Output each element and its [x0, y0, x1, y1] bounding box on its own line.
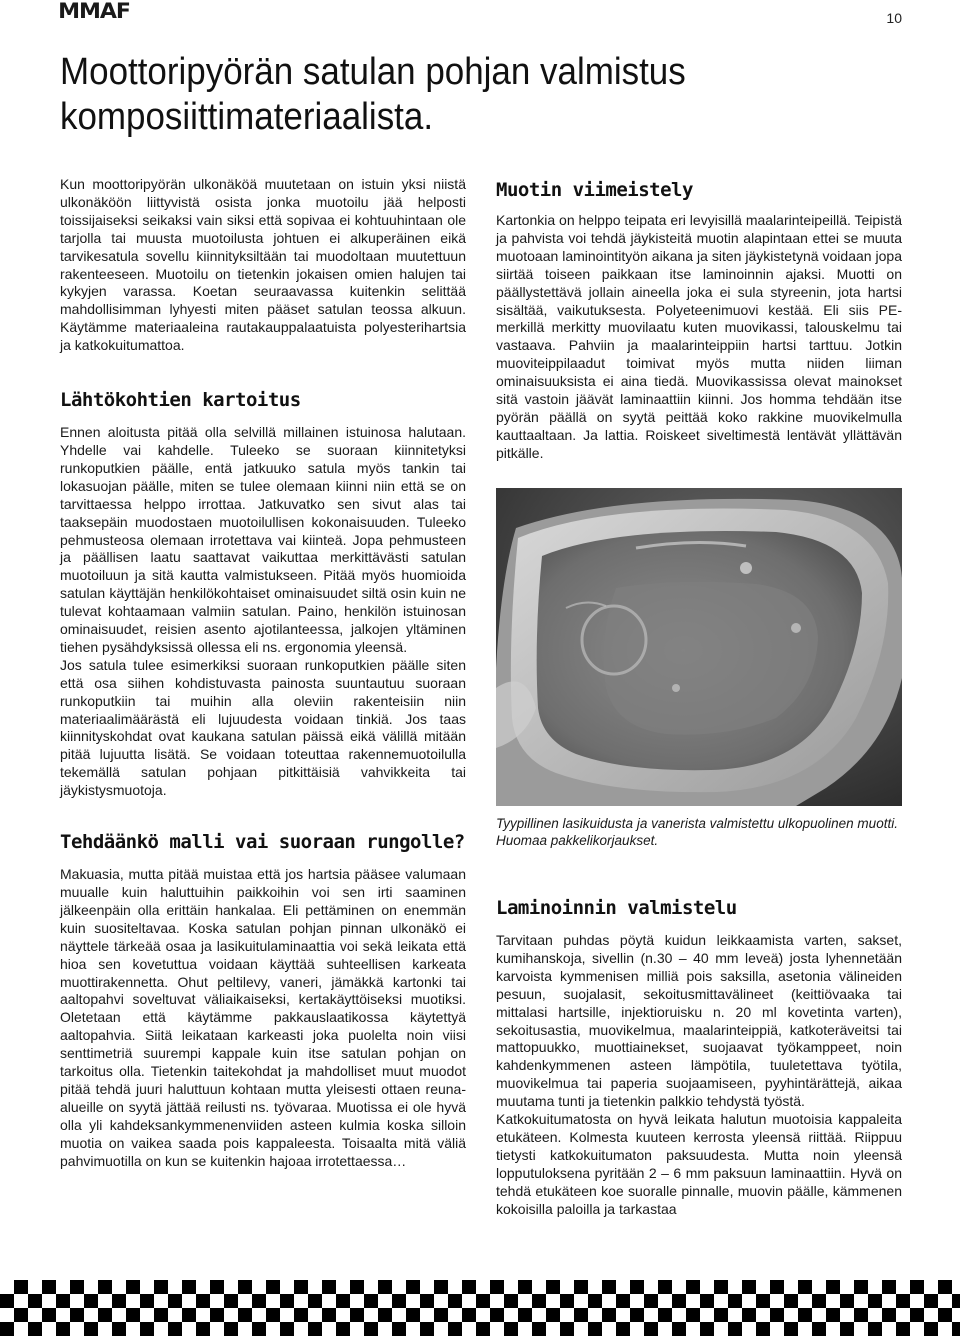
section1-paragraph: Ennen aloitusta pitää olla selvillä millainen istuinosa halutaan. Yhdelle vai kahdelle. Tuleeko se suoraan kiinnitetyksi runkoputkien päälle, entä jatkuuko satula myös tankin tai lokasuojan päälle, miten se tulee olemaan kiinni niin että se on tarvittaessa helppo irrottaa. Jatkuvatko sen sivut alas tai taaksepäin muodostaen muotoilullisen kokonaisuuden. Tuleeko pehmusteosa olemaan irrotettava vai kiinteä. Jopa pehmusteen ja päällisen laatu saattavat vaikuttaa merkittävästi satulan muotoiluun ja sitä kautta valmistukseen. Pitää myös huomioida satulan käyttäjän henkilökohtaiset ominaisuudet siltä osin kuin ne tulevat kohtaamaan valmiin satulan. Paino, henkilön istuinosan ominaisuudet, reisien asento ajotilanteessa, jalkojen yltäminen tiehen pysähdyksissä ollessa eli ns. ergonomia yleensä.: [60, 424, 466, 655]
mold-photo-image: [496, 488, 902, 806]
checkered-footer-band: [0, 1280, 960, 1336]
right-column-bottom: [496, 896, 902, 1219]
logo: MMAF: [58, 0, 130, 23]
section4-paragraph-2: Katkokuitumatosta on hyvä leikata halutun muotoisia kappaleita etukäteen. Kolmesta kuuteen kerrosta yleensä riittää. Riippuu tietysti katkokuitumaton paksuudesta. Mutta noin yleensä lopputuloksena pyritään 2 – 6 mm paksuun laminaattiin. Hyvä on tehdä etukäteen koe suoralle pinnalle, muovin päälle, kämmenen kokoisilla paloilla ja tarkastaa: [496, 1111, 902, 1217]
right-column-top: [496, 178, 902, 463]
left-column: [60, 176, 466, 1171]
section3-paragraph: Kartonkia on helppo teipata eri levyisillä maalarinteipeillä. Teipistä ja pahvista voi tehdä jäykisteitä muotin alapintaan ettei se muuta muotoaan laminointityön aikana ja siten jäykistetynä voidaan jopa siirtää toiseen paikkaan itse laminoinnin ajaksi. Muotti on päällystettävä jollain aineella joka ei sula styreenin, jota hartsi sisältää, vaikutuksesta. Polyeteenimuovi kestää. Eli siis PE-merkillä merkitty muovilaatu kuten muovikassi, talouskelmu tai vastaava. Pahviin ja maalarinteippiin hartsi tarttuu. Jotkin muoviteippilaadut toimivat myös mutta niiden liiman ominaisuuksista ei aina tiedä. Muovikassissa olevat mainokset sitä vastoin jäävät laminaattiin kiinni. Jos homma tehdään itse pyörän päällä on syytä peittää koko rakkine muovikelmulla kauttaaltaan. Ja lattia. Roiskeet siveltimestä lentävät yllättävän pitkälle.: [496, 212, 902, 461]
section-heading-muotin-viimeistely: Muotin viimeistely: [496, 179, 693, 201]
section2-paragraph: Makuasia, mutta pitää muistaa että jos hartsia pääsee valumaan muualle kuin haluttuihin paikkoihin voi sen irti saaminen jälkeenpäin olla erittäin hankalaa. Eli pettäminen on enemmän kuin suositeltavaa. Koska satulan pohjan pinnan ulkonäkö ei näyttele tärkeää osaa ja lasikuitulaminaattia voi sekä leikata että hioa sen kovetuttua voidaan käyttää suhteellisen karkeata muottirakennetta. Ohut peltilevy, vaneri, jämäkkä kartonki tai aaltopahvi soveltuvat väliaikaiseksi, kertakäyttöiseksi muotiksi. Oletetaan että käytämme pakkauslaatikossa käytettyä aaltopahvia. Siitä leikataan karkeasti joka puolelta noin viisi senttimetriä suurempi kappale kuin itse satulan pohjan on tarkoitus olla. Tietenkin taitekohdat ja mahdolliset muut muodot pitää tehdä juuri haluttuun kohtaan mutta yleisesti ottaen reuna-alueille on syytä jättää reilusti ns. työvaraa. Muotissa ei ole hyvä olla yli kahdeksankymmenenviiden asteen kulmia koska silloin muotia on vaikea saada pois kappaleesta. Toisaalta mitä väliä pahvimuotilla on kun se kuitenkin hajoaa irrotettaessa…: [60, 866, 466, 1169]
photo-caption: Tyypillinen lasikuidusta ja vanerista valmistettu ulkopuolinen muotti. Huomaa pakkelikorjaukset.: [496, 816, 898, 848]
article-title: Moottoripyörän satulan pohjan valmistus komposiittimateriaalista.: [60, 51, 686, 138]
section-heading-lahtokohtien-kartoitus: Lähtökohtien kartoitus: [60, 389, 301, 412]
section4-paragraph: Tarvitaan puhdas pöytä kuidun leikkaamista varten, sakset, kumihanskoja, sivellin (n.30 – 40 mm leveä) josta lyhennetään karvoista kymmenisen milliä pois saksilla, asetonia välineiden pesuun, suojalasit, sekoitusmittavälineet (keittiövaaka tai mittalasi hartsille, injektioruisku n. 20 ml kovetinta varten), sekoitusastia, muovikelmua, maalarinteippiä, katkoteräveitsi tai mattopuukko, muottiainekset, suojaavat työkamppeet, noin kahdenkymmenen asteen lämpötila, tuuletettava työtila, muovikelmua tai paperia suojaamiseen, pyyhintärättejä, aikaa muutama tunti ja tietenkin palkkio tehdystä työstä.: [496, 932, 902, 1110]
intro-paragraph: Kun moottoripyörän ulkonäköä muutetaan on istuin yksi niistä ulkonäköön liittyvistä osista jonka muotoilu jää helposti toissijaiseksi seikaksi vain siksi että sopivaa ei kohtuuhintaan ole tarjolla tai muusta muotoilusta johtuen ei alkuperäinen eikä tarvikesatula sovellu kiinnityksiltään tai muodoltaan muutettuun rakenteeseen. Muotoilu on tietenkin jokaisen omien halujen tai kykyjen varassa. Koetan seuraavassa kuitenkin selittää mahdollisimman lyhyesti miten pääset satulan teossa alkuun. Käytämme materiaaleina rautakauppalaatuista polyesterihartsia ja katkokuitumattoa.: [60, 176, 466, 354]
mold-photo: [496, 488, 902, 806]
section1-paragraph-2: Jos satula tulee esimerkiksi suoraan runkoputkien päälle siten että osa siihen kohdistuvasta painosta suuntautuu suoraan runkoputkiin tai muihin alla oleviin rakenteisiin niin materiaalimäärästä eli lujuudesta voidaan tinkiä. Jos taas kiinnityskohdat ovat kaukana satulan päissä eikä välillä mitään pitää lujuutta lisätä. Se voidaan toteuttaa rakennemuotoilulla tekemällä satulan pohjaan pitkittäisiä vahvikkeita tai jäykistysmuotoja.: [60, 656, 466, 799]
section-heading-laminoinnin-valmistelu: Laminoinnin valmistelu: [496, 897, 737, 919]
section-heading-tehdaanko-malli: Tehdäänkö malli vai suoraan rungolle?: [60, 831, 465, 854]
page-number: 10: [886, 10, 902, 26]
